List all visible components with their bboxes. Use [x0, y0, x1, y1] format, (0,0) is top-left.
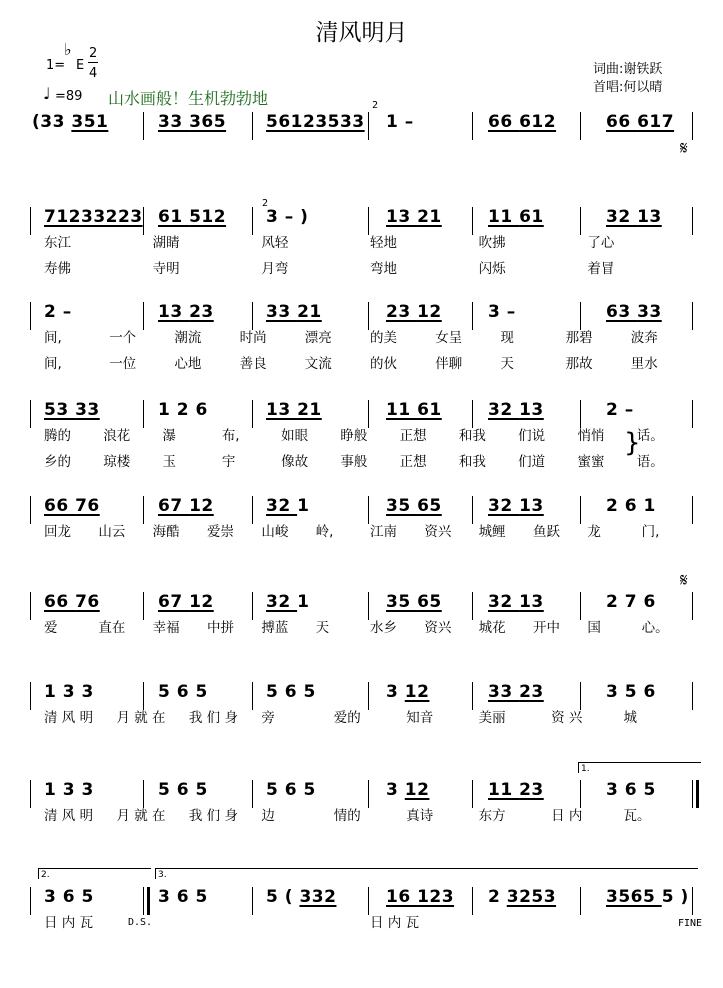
- bar-line: [252, 682, 253, 710]
- bar-line: [472, 496, 473, 524]
- bar-line: [692, 887, 693, 915]
- bar-line: [30, 400, 31, 428]
- bar-line: [472, 207, 473, 235]
- lyric-verse-2: 天: [500, 356, 514, 372]
- lyric-verse-1: 布,: [221, 428, 240, 444]
- lyric-verse-1: 清 风 明: [44, 710, 94, 726]
- measure-notes: 33 21: [266, 302, 322, 322]
- measure-notes: 11 23: [488, 780, 544, 800]
- measure-notes: 32 1: [266, 592, 310, 612]
- lyric-verse-1: 一个: [109, 330, 137, 346]
- lyric-verse-1: 心。: [641, 620, 669, 636]
- lyric-verse-2: 着冒: [587, 261, 615, 277]
- bar-line: [472, 302, 473, 330]
- lyric-verse-2: 和我: [458, 454, 486, 470]
- bar-line: [368, 207, 369, 235]
- first-ending-label: 1.: [581, 764, 590, 774]
- bar-line: [692, 207, 693, 235]
- measure-notes: 33 365: [158, 112, 227, 132]
- bar-line: [368, 887, 369, 915]
- bar-line: [143, 302, 144, 330]
- lyric-verse-1: 中拼: [207, 620, 234, 636]
- lyric-verse-1: 资 兴: [551, 710, 583, 726]
- lyric-verse-1: 瓦。: [623, 808, 651, 824]
- lyric-verse-2: 那故: [565, 356, 593, 372]
- tempo-value: =89: [55, 89, 83, 104]
- lyric-verse-2: 月弯: [261, 261, 289, 277]
- measure-notes: 32 13: [488, 496, 544, 516]
- key-prefix: 1=: [46, 58, 66, 73]
- lyric-verse-1: 资兴: [424, 620, 452, 636]
- lyric-verse-1: 爱: [44, 620, 58, 636]
- bar-line: [252, 112, 253, 140]
- measure-notes: 1 3 3: [44, 780, 94, 800]
- measure-notes: 3 – ): [266, 207, 309, 227]
- lyric-verse-1: 水乡: [370, 620, 397, 636]
- measure-notes: 3 12: [386, 682, 430, 702]
- measure-notes: 35 65: [386, 496, 442, 516]
- bar-line: [143, 496, 144, 524]
- lyric-verse-2: 像故: [281, 454, 309, 470]
- measure-notes: 61 512: [158, 207, 227, 227]
- measure-notes: 23 12: [386, 302, 442, 322]
- third-ending-label: 3.: [158, 870, 167, 880]
- lyric-verse-1: 旁: [261, 710, 275, 726]
- measure-notes: 3 6 5: [158, 887, 208, 907]
- measure-notes: 32 1: [266, 496, 310, 516]
- measure-notes: 5 6 5: [266, 682, 316, 702]
- lyric-verse-2: 琼楼: [103, 454, 131, 470]
- lyric-verse-1: 日 内 瓦: [370, 915, 420, 931]
- lyric-verse-1: 龙: [587, 524, 601, 540]
- lyric-verse-1: 睁般: [340, 428, 368, 444]
- bar-line: [692, 400, 693, 428]
- measure-notes: 66 612: [488, 112, 557, 132]
- bar-line: [143, 112, 144, 140]
- measure-notes: 32 13: [606, 207, 662, 227]
- bar-line: [368, 400, 369, 428]
- lyric-verse-1: 悄悄: [577, 428, 605, 444]
- segno-icon-2: 𝄋: [680, 570, 688, 591]
- fine-mark: FINE: [678, 918, 703, 929]
- lyric-verse-1: 我 们 身: [188, 710, 238, 726]
- second-ending: [38, 868, 151, 879]
- bar-line: [472, 592, 473, 620]
- measure-notes: 16 123: [386, 887, 455, 907]
- measure-notes: 2 3253: [488, 887, 557, 907]
- volta-small-2: 2: [372, 100, 379, 111]
- bar-line: [692, 496, 693, 524]
- lyric-verse-1: 话。: [636, 428, 664, 444]
- bar-line: [30, 887, 31, 915]
- bar-line: [692, 682, 693, 710]
- measure-notes: 66 76: [44, 496, 100, 516]
- bar-line: [368, 302, 369, 330]
- bar-line: [368, 780, 369, 808]
- lyric-verse-2: 伴聊: [435, 356, 463, 372]
- bar-line: [143, 887, 144, 915]
- bar-line: [30, 780, 31, 808]
- lyric-verse-1: 和我: [458, 428, 486, 444]
- bar-line: [30, 496, 31, 524]
- lyric-verse-1: 现: [500, 330, 514, 346]
- bar-line: [580, 592, 581, 620]
- lyric-verse-2: 间,: [44, 356, 62, 372]
- measure-notes: 5 6 5: [158, 780, 208, 800]
- lyric-verse-2: 的伙: [370, 356, 397, 372]
- measure-notes: 5 ( 332: [266, 887, 337, 907]
- bar-line: [252, 207, 253, 235]
- lyric-verse-2: 闪烁: [478, 261, 506, 277]
- measure-notes: 32 13: [488, 592, 544, 612]
- lyric-verse-1: 直在: [98, 620, 126, 636]
- lyric-verse-1: 幸福: [152, 620, 180, 636]
- lyric-verse-1: 山峻: [261, 524, 289, 540]
- lyric-verse-1: 情的: [333, 808, 361, 824]
- lyric-verse-1: 轻地: [370, 235, 397, 251]
- lyric-verse-1: 腾的: [44, 428, 71, 444]
- bar-line: [143, 207, 144, 235]
- bar-line: [472, 780, 473, 808]
- lyric-verse-2: 正想: [399, 454, 427, 470]
- lyric-verse-1: 正想: [399, 428, 427, 444]
- lyric-verse-1: 吹拂: [478, 235, 506, 251]
- bar-line: [580, 207, 581, 235]
- measure-notes: 1 –: [386, 112, 414, 132]
- lyric-verse-1: 湖睛: [152, 235, 180, 251]
- bar-line: [30, 302, 31, 330]
- lyric-verse-1: 浪花: [103, 428, 131, 444]
- bar-line: [368, 682, 369, 710]
- lyric-verse-1: 波奔: [630, 330, 658, 346]
- bar-line: [692, 592, 693, 620]
- lyric-verse-1: 的美: [370, 330, 397, 346]
- measure-notes: 2 6 1: [606, 496, 656, 516]
- lyric-verse-1: 海酷: [152, 524, 180, 540]
- lyric-verse-1: 开中: [533, 620, 560, 636]
- lyric-verse-2: 寺明: [152, 261, 180, 277]
- bar-line: [472, 112, 473, 140]
- first-ending: [578, 762, 701, 773]
- lyric-verse-1: 真诗: [406, 808, 434, 824]
- bar-line: [692, 112, 693, 140]
- bar-line: [252, 496, 253, 524]
- lyric-verse-1: 爱的: [333, 710, 361, 726]
- lyric-verse-1: 日 内 瓦: [44, 915, 94, 931]
- bar-line: [692, 780, 693, 808]
- song-title: 清风明月: [315, 20, 408, 46]
- measure-notes: 2 –: [606, 400, 634, 420]
- brace-icon: }: [624, 428, 641, 458]
- lyric-verse-1: 资兴: [424, 524, 452, 540]
- lyric-verse-2: 一位: [109, 356, 137, 372]
- lyric-verse-1: 鱼跃: [533, 524, 560, 540]
- time-signature-line: [88, 62, 98, 63]
- bar-line: [252, 887, 253, 915]
- measure-notes: 35 65: [386, 592, 442, 612]
- bar-line: [252, 780, 253, 808]
- lyric-verse-2: 们道: [518, 454, 546, 470]
- measure-notes: 3 5 6: [606, 682, 656, 702]
- lyric-verse-1: 山云: [98, 524, 126, 540]
- lyric-verse-1: 女呈: [435, 330, 463, 346]
- measure-notes: 11 61: [386, 400, 442, 420]
- bar-line: [472, 682, 473, 710]
- time-signature-top: 2: [89, 46, 98, 61]
- lyric-verse-1: 城花: [478, 620, 506, 636]
- bar-line: [368, 112, 369, 140]
- time-signature-bottom: 4: [89, 66, 98, 81]
- lyric-verse-1: 那碧: [565, 330, 593, 346]
- volta-small-2b: 2: [262, 198, 269, 209]
- measure-notes: 13 23: [158, 302, 214, 322]
- measure-notes: 11 61: [488, 207, 544, 227]
- bar-line: [692, 302, 693, 330]
- lyric-verse-1: 城鲤: [478, 524, 506, 540]
- lyric-verse-1: 搏蓝: [261, 620, 289, 636]
- expression-mark: 山水画般！生机勃勃地: [108, 89, 269, 108]
- lyric-verse-2: 乡的: [44, 454, 71, 470]
- lyric-verse-2: 宇: [221, 454, 236, 470]
- lyric-verse-2: 善良: [239, 356, 267, 372]
- lyric-verse-1: 我 们 身: [188, 808, 238, 824]
- lyric-verse-1: 城: [623, 710, 638, 726]
- lyric-verse-1: 美丽: [478, 710, 506, 726]
- lyric-verse-1: 漂亮: [304, 330, 332, 346]
- lyric-verse-2: 事般: [340, 454, 368, 470]
- lyric-verse-2: 蜜蜜: [577, 454, 605, 470]
- ds-mark: D.S.: [128, 917, 153, 928]
- bar-line: [143, 592, 144, 620]
- third-ending: [155, 868, 698, 879]
- bar-line: [368, 592, 369, 620]
- lyric-verse-1: 东江: [44, 235, 71, 251]
- measure-notes: 5 6 5: [158, 682, 208, 702]
- measure-notes: 3 6 5: [44, 887, 94, 907]
- second-ending-label: 2.: [41, 870, 50, 880]
- measure-notes: 13 21: [386, 207, 442, 227]
- bar-line: [368, 496, 369, 524]
- lyric-verse-1: 岭,: [315, 524, 334, 540]
- lyricist-composer: 词曲:谢铁跃: [593, 62, 663, 77]
- measure-notes: 71233223: [44, 207, 143, 227]
- measure-notes: 2 7 6: [606, 592, 656, 612]
- bar-line: [143, 400, 144, 428]
- quarter-note-icon: ♩: [43, 84, 51, 103]
- flat-sign: ♭: [64, 40, 72, 59]
- lyric-verse-1: 月 就 在: [116, 710, 166, 726]
- lyric-verse-2: 弯地: [370, 261, 397, 277]
- key-letter: E: [76, 58, 85, 73]
- lyric-verse-2: 语。: [636, 454, 664, 470]
- bar-line: [252, 592, 253, 620]
- measure-notes: 3 12: [386, 780, 430, 800]
- bar-line: [580, 887, 581, 915]
- lyric-verse-1: 们说: [518, 428, 546, 444]
- measure-notes: 63 33: [606, 302, 662, 322]
- measure-notes: 56123533: [266, 112, 365, 132]
- measure-notes: (33 351: [32, 112, 109, 132]
- measure-notes: 32 13: [488, 400, 544, 420]
- lyric-verse-1: 国: [587, 620, 601, 636]
- lyric-verse-1: 潮流: [174, 330, 202, 346]
- lyric-verse-1: 了心: [587, 235, 615, 251]
- lyric-verse-1: 江南: [370, 524, 397, 540]
- singer: 首唱:何以晴: [593, 80, 663, 95]
- bar-line: [580, 496, 581, 524]
- lyric-verse-2: 心地: [174, 356, 202, 372]
- lyric-verse-1: 门,: [641, 524, 660, 540]
- lyric-verse-2: 玉: [162, 454, 177, 470]
- lyric-verse-2: 里水: [630, 356, 658, 372]
- lyric-verse-1: 知音: [406, 710, 434, 726]
- measure-notes: 1 3 3: [44, 682, 94, 702]
- segno-icon: 𝄋: [680, 138, 688, 159]
- key-signature: [46, 58, 65, 73]
- lyric-verse-1: 边: [261, 808, 275, 824]
- measure-notes: 66 76: [44, 592, 100, 612]
- bar-line: [30, 682, 31, 710]
- lyric-verse-1: 月 就 在: [116, 808, 166, 824]
- lyric-verse-2: 寿佛: [44, 261, 71, 277]
- lyric-verse-1: 回龙: [44, 524, 71, 540]
- measure-notes: 2 –: [44, 302, 72, 322]
- lyric-verse-1: 东方: [478, 808, 506, 824]
- lyric-verse-1: 间,: [44, 330, 62, 346]
- measure-notes: 33 23: [488, 682, 544, 702]
- credits: [593, 61, 662, 97]
- measure-notes: 5 6 5: [266, 780, 316, 800]
- measure-notes: 3565 5 ): [606, 887, 689, 907]
- measure-notes: 53 33: [44, 400, 100, 420]
- lyric-verse-1: 如眼: [281, 428, 309, 444]
- bar-line: [472, 887, 473, 915]
- lyric-verse-1: 清 风 明: [44, 808, 94, 824]
- lyric-verse-1: 风轻: [261, 235, 289, 251]
- lyric-verse-1: 时尚: [239, 330, 267, 346]
- measure-notes: 67 12: [158, 592, 214, 612]
- lyric-verse-1: 爱崇: [207, 524, 234, 540]
- measure-notes: 13 21: [266, 400, 322, 420]
- lyric-verse-1: 瀑: [162, 428, 177, 444]
- measure-notes: 1 2 6: [158, 400, 208, 420]
- measure-notes: 67 12: [158, 496, 214, 516]
- measure-notes: 66 617: [606, 112, 675, 132]
- lyric-verse-1: 日 内: [551, 808, 583, 824]
- measure-notes: 3 –: [488, 302, 516, 322]
- lyric-verse-1: 天: [315, 620, 330, 636]
- lyric-verse-2: 文流: [304, 356, 332, 372]
- bar-line: [30, 207, 31, 235]
- bar-line: [30, 592, 31, 620]
- bar-line: [580, 112, 581, 140]
- measure-notes: 3 6 5: [606, 780, 656, 800]
- bar-line: [252, 400, 253, 428]
